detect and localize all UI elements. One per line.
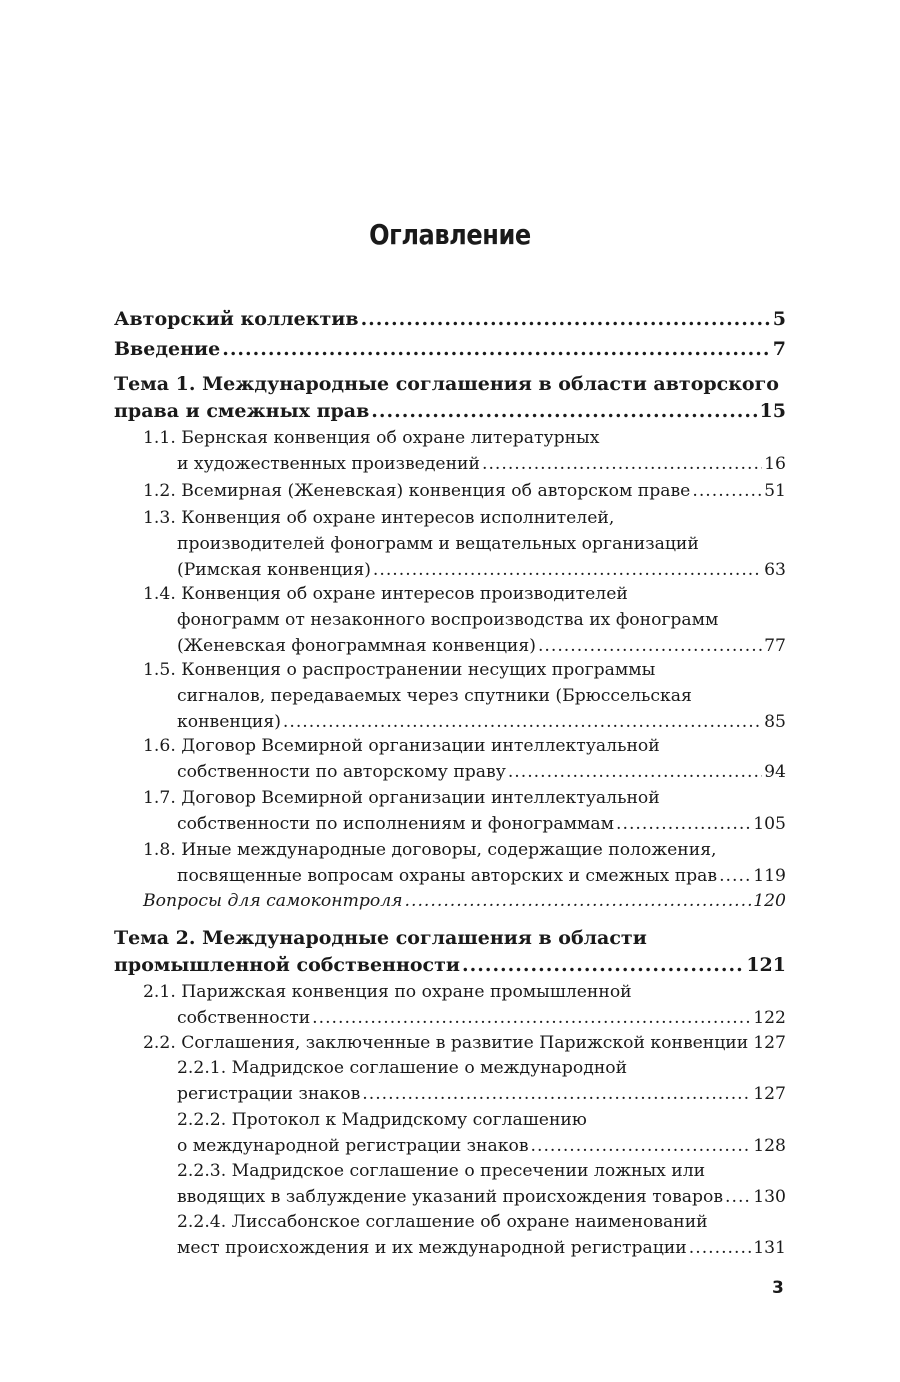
dot-leader (508, 762, 762, 782)
toc-entry-text: сигналов, передаваемых через спутники (Брюссельская (177, 686, 692, 706)
toc-entry-text: 1.4. Конвенция об охране интересов производителей (143, 584, 628, 604)
toc-entry-text: промышленной собственности (114, 954, 460, 976)
toc-entry[interactable] (114, 508, 786, 586)
toc-entry-text: посвященные вопросам охраны авторских и смежных прав (177, 866, 718, 886)
dot-leader (312, 1008, 751, 1028)
toc-entry[interactable] (114, 1058, 786, 1110)
dot-leader (689, 1238, 751, 1258)
dot-leader (616, 814, 751, 834)
toc-page-number: 121 (746, 954, 786, 976)
toc-page-number: 63 (764, 560, 786, 580)
toc-entry-text: 1.3. Конвенция об охране интересов исполнителей, (143, 508, 615, 528)
toc-entry-text: регистрации знаков (177, 1084, 361, 1104)
toc-page-number: 7 (772, 338, 786, 360)
toc-entry-text: 2.2. Соглашения, заключенные в развитие Парижской конвенции (143, 1033, 749, 1053)
toc-entry[interactable] (114, 891, 786, 917)
page-number: 3 (772, 1278, 784, 1298)
toc-entry[interactable] (114, 584, 786, 662)
toc-page-number: 131 (753, 1238, 786, 1258)
dot-leader (692, 481, 762, 501)
toc-entry-text: собственности по исполнениям и фонограммам (177, 814, 615, 834)
toc-entry-text: 2.2.1. Мадридское соглашение о международной (177, 1058, 628, 1078)
dot-leader (538, 636, 762, 656)
dot-leader (482, 454, 762, 474)
toc-entry[interactable] (114, 373, 786, 427)
toc-page-number: 51 (764, 481, 786, 501)
toc-entry-text: 2.2.3. Мадридское соглашение о пресечении ложных или (177, 1161, 706, 1181)
dot-leader (462, 954, 744, 976)
dot-leader (719, 866, 751, 886)
toc-entry-text: Тема 1. Международные соглашения в области авторского (114, 373, 779, 395)
toc-entry-text: (Женевская фонограммная конвенция) (177, 636, 536, 656)
toc-entry-text: вводящих в заблуждение указаний происхождения товаров (177, 1187, 724, 1207)
toc-page-number: 77 (764, 636, 786, 656)
toc-entry-text: 2.2.4. Лиссабонское соглашение об охране наименований (177, 1212, 708, 1232)
toc-page-number: 85 (764, 712, 786, 732)
toc-entry-text: 2.2.2. Протокол к Мадридскому соглашению (177, 1110, 587, 1130)
toc-entry-text: о международной регистрации знаков (177, 1136, 529, 1156)
toc-entry[interactable] (114, 660, 786, 738)
toc-page-number: 122 (753, 1008, 786, 1028)
toc-entry-text: 1.8. Иные международные договоры, содержащие положения, (143, 840, 717, 860)
toc-entry[interactable] (114, 927, 786, 981)
toc-page-number: 130 (753, 1187, 786, 1207)
toc-page-number: 127 (753, 1033, 786, 1053)
toc-page-number: 120 (753, 891, 786, 911)
toc-entry[interactable] (114, 1212, 786, 1264)
toc-entry[interactable] (114, 1033, 786, 1059)
toc-entry-text: фонограмм от незаконного воспроизводства их фонограмм (177, 610, 719, 630)
toc-entry[interactable] (114, 308, 786, 335)
toc-entry[interactable] (114, 1161, 786, 1213)
toc-entry[interactable] (114, 982, 786, 1034)
toc-entry-text: Введение (114, 338, 221, 360)
toc-page-number: 15 (759, 400, 786, 422)
toc-entry-text: собственности по авторскому праву (177, 762, 506, 782)
toc-entry-text: и художественных произведений (177, 454, 480, 474)
toc-entry[interactable] (114, 840, 786, 892)
dot-leader (222, 338, 771, 360)
dot-leader (405, 891, 752, 911)
toc-page-number: 128 (753, 1136, 786, 1156)
toc-entry[interactable] (114, 1110, 786, 1162)
toc-entry-text: мест происхождения и их международной регистрации (177, 1238, 687, 1258)
toc-entry[interactable] (114, 736, 786, 788)
page-title: Оглавление (369, 218, 531, 251)
toc-entry-text: 1.1. Бернская конвенция об охране литературных (143, 428, 600, 448)
dot-leader (750, 1033, 751, 1053)
toc-page-number: 119 (753, 866, 786, 886)
toc-entry-text: Тема 2. Международные соглашения в области (114, 927, 647, 949)
dot-leader (725, 1187, 751, 1207)
toc-entry[interactable] (114, 428, 786, 480)
toc-entry-text: 1.5. Конвенция о распространении несущих программы (143, 660, 656, 680)
toc-page-number: 105 (753, 814, 786, 834)
dot-leader (362, 1084, 751, 1104)
toc-entry[interactable] (114, 481, 786, 507)
toc-entry-text: производителей фонограмм и вещательных организаций (177, 534, 699, 554)
toc-entry-text: 1.6. Договор Всемирной организации интеллектуальной (143, 736, 660, 756)
toc-entry-text: конвенция) (177, 712, 281, 732)
toc-entry-text: (Римская конвенция) (177, 560, 371, 580)
toc-entry-text: 2.1. Парижская конвенция по охране промышленной (143, 982, 632, 1002)
toc-entry-text: права и смежных прав (114, 400, 370, 422)
toc-entry[interactable] (114, 788, 786, 840)
dot-leader (373, 560, 762, 580)
toc-entry[interactable] (114, 338, 786, 365)
dot-leader (531, 1136, 752, 1156)
toc-entry-text: Вопросы для самоконтроля (143, 891, 403, 911)
toc-page-number: 127 (753, 1084, 786, 1104)
toc-entry-text: 1.2. Всемирная (Женевская) конвенция об авторском праве (143, 481, 691, 501)
toc-entry-text: 1.7. Договор Всемирной организации интеллектуальной (143, 788, 660, 808)
toc-page-number: 16 (764, 454, 786, 474)
dot-leader (371, 400, 757, 422)
toc-page-number: 5 (772, 308, 786, 330)
dot-leader (361, 308, 771, 330)
dot-leader (283, 712, 762, 732)
toc-entry-text: собственности (177, 1008, 311, 1028)
toc-page-number: 94 (764, 762, 786, 782)
toc-entry-text: Авторский коллектив (114, 308, 359, 330)
